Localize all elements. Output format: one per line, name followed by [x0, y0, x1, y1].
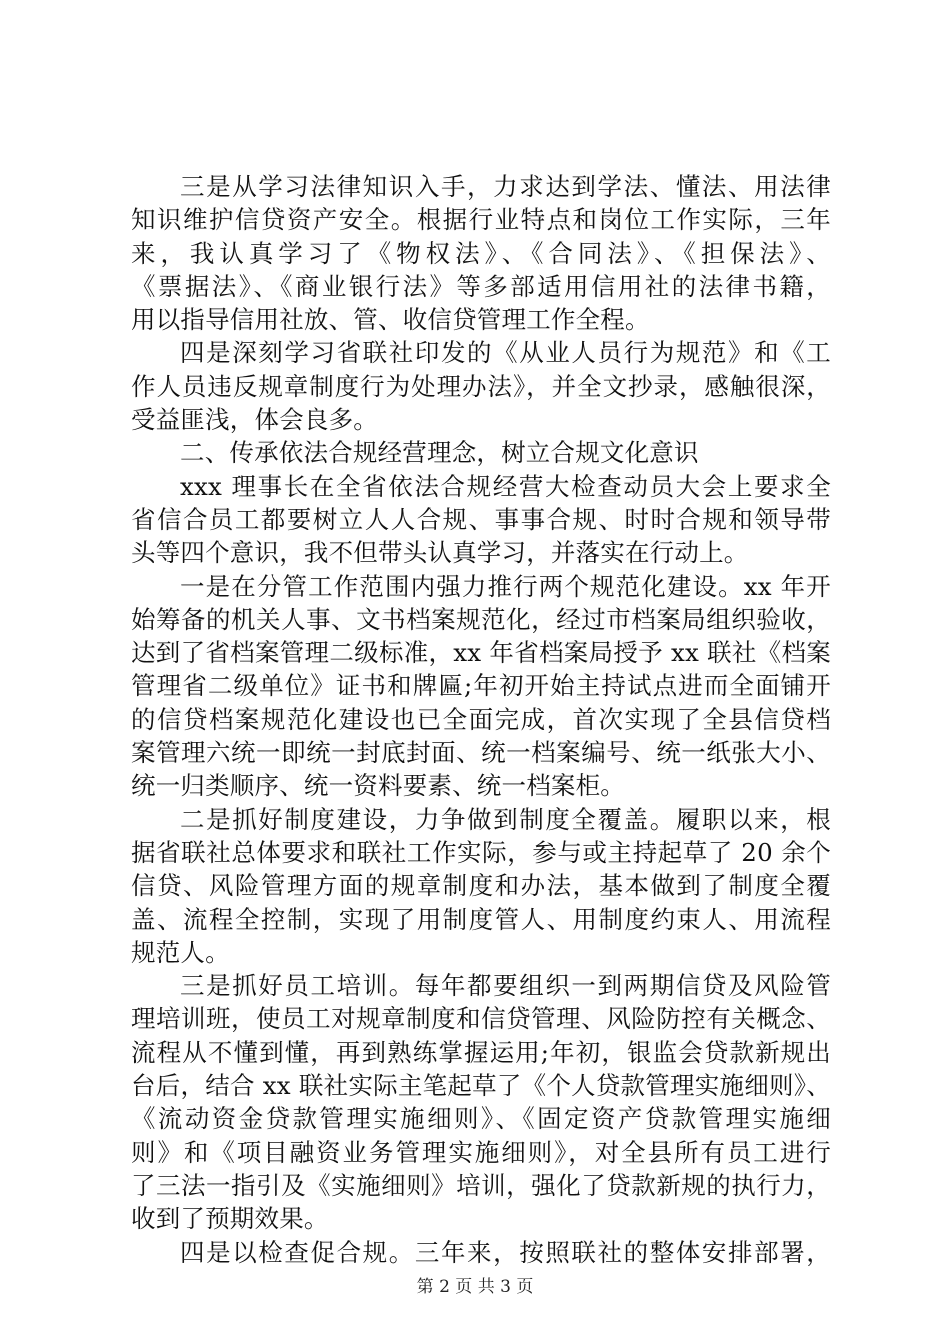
- text-line: 规范人。: [131, 937, 230, 967]
- text-line: 《流动资金贷款管理实施细则》、《固定资产贷款管理实施细: [131, 1104, 831, 1134]
- text-line: 收到了预期效果。: [131, 1204, 329, 1234]
- document-body: [131, 170, 831, 1269]
- page-number-footer: 第 2 页 共 3 页: [416, 1277, 534, 1297]
- text-line: 管理省二级单位》证书和牌匾;年初开始主持试点进而全面铺开: [131, 671, 831, 701]
- text-line: 始筹备的机关人事、文书档案规范化，经过市档案局组织验收，: [131, 604, 831, 634]
- text-line: 一是在分管工作范围内强力推行两个规范化建设。xx 年开: [180, 571, 831, 601]
- text-line: 《票据法》、《商业银行法》等多部适用信用社的法律书籍，: [131, 271, 831, 301]
- text-line: 来，我认真学习了《物权法》、《合同法》、《担保法》、: [131, 238, 831, 268]
- text-line: xxx 理事长在全省依法合规经营大检查动员大会上要求全: [180, 471, 831, 501]
- text-line: 二是抓好制度建设，力争做到制度全覆盖。履职以来，根: [180, 804, 831, 834]
- text-line: 省信合员工都要树立人人合规、事事合规、时时合规和领导带: [131, 504, 831, 534]
- text-line: 用以指导信用社放、管、收信贷管理工作全程。: [131, 305, 650, 335]
- text-line: 则》和《项目融资业务管理实施细则》，对全县所有员工进行: [131, 1137, 831, 1167]
- text-line: 案管理六统一即统一封底封面、统一档案编号、统一纸张大小、: [131, 738, 831, 768]
- text-line: 三是抓好员工培训。每年都要组织一到两期信贷及风险管: [180, 971, 831, 1001]
- text-line: 流程从不懂到懂，再到熟练掌握运用;年初，银监会贷款新规出: [131, 1037, 831, 1067]
- text-line: 头等四个意识，我不但带头认真学习，并落实在行动上。: [131, 538, 749, 568]
- text-line: 理培训班，使员工对规章制度和信贷管理、风险防控有关概念、: [131, 1004, 831, 1034]
- text-line: 四是深刻学习省联社印发的《从业人员行为规范》和《工: [180, 338, 831, 368]
- text-line: 达到了省档案管理二级标准，xx 年省档案局授予 xx 联社《档案: [131, 638, 831, 668]
- text-line: 盖、流程全控制，实现了用制度管人、用制度约束人、用流程: [131, 904, 831, 934]
- section-heading: 二、传承依法合规经营理念，树立合规文化意识: [180, 438, 699, 468]
- text-line: 知识维护信贷资产安全。根据行业特点和岗位工作实际，三年: [131, 205, 831, 235]
- text-line: 信贷、风险管理方面的规章制度和办法，基本做到了制度全覆: [131, 871, 831, 901]
- text-line: 台后，结合 xx 联社实际主笔起草了《个人贷款管理实施细则》、: [131, 1071, 831, 1101]
- text-line: 据省联社总体要求和联社工作实际，参与或主持起草了 20 余个: [131, 837, 831, 867]
- text-line: 受益匪浅，体会良多。: [131, 405, 378, 435]
- text-line: 了三法一指引及《实施细则》培训，强化了贷款新规的执行力，: [131, 1170, 831, 1200]
- text-line: 作人员违反规章制度行为处理办法》，并全文抄录，感触很深，: [131, 371, 831, 401]
- text-line: 三是从学习法律知识入手，力求达到学法、懂法、用法律: [180, 172, 831, 201]
- text-line: 的信贷档案规范化建设也已全面完成，首次实现了全县信贷档: [131, 704, 831, 734]
- text-line: 统一归类顺序、统一资料要素、统一档案柜。: [131, 771, 625, 801]
- text-line: 四是以检查促合规。三年来，按照联社的整体安排部署，: [180, 1237, 831, 1267]
